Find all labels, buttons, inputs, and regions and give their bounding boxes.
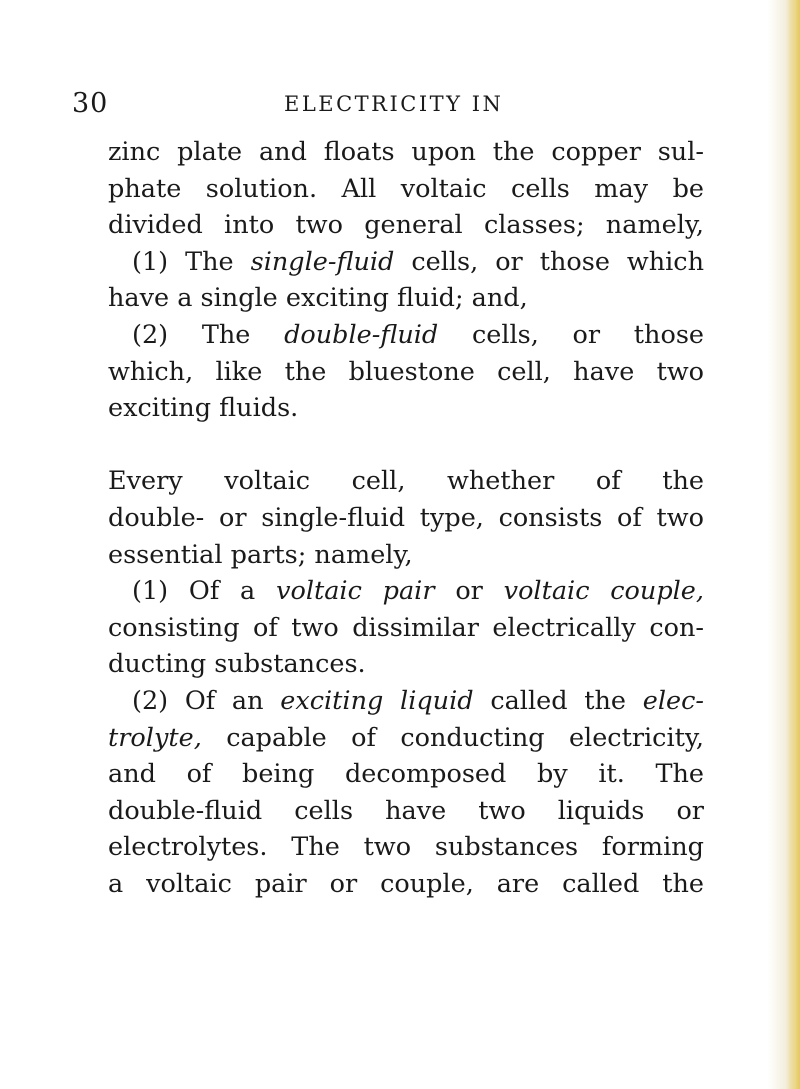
- text-run: called the: [473, 685, 643, 716]
- paragraph-1: [108, 134, 704, 427]
- text-line: double- or single-fluid type, consists of two: [108, 502, 704, 533]
- italic-term: double-fluid: [284, 319, 439, 350]
- italic-term: elec-: [642, 685, 704, 716]
- text-run: or: [434, 576, 504, 607]
- text-line: [108, 244, 704, 281]
- text-line: [108, 573, 704, 610]
- text-run: cells, or those which: [394, 246, 705, 277]
- text-run: (2) The: [132, 319, 285, 350]
- text-line: and of being decomposed by it. The: [108, 759, 704, 790]
- text-line: divided into two general classes; namely,: [108, 210, 704, 241]
- text-line: [108, 683, 704, 720]
- italic-term: exciting liquid: [280, 685, 474, 716]
- page-header: [72, 88, 704, 122]
- text-run: (2) Of an: [132, 685, 281, 716]
- page-edge: [786, 0, 800, 1089]
- text-line: have a single exciting fluid; and,: [108, 283, 528, 314]
- text-line: which, like the bluestone cell, have two: [108, 356, 704, 387]
- text-run: (1) Of a: [132, 576, 277, 607]
- running-head: ELECTRICITY IN: [284, 92, 504, 116]
- text-line: consisting of two dissimilar electrically con-: [108, 612, 704, 643]
- body-text: [108, 134, 704, 902]
- text-run: capable of conducting electricity,: [201, 722, 704, 753]
- text-line: a voltaic pair or couple, are called the: [108, 868, 704, 899]
- text-line: double-fluid cells have two liquids or: [108, 795, 704, 826]
- text-line: essential parts; namely,: [108, 539, 413, 570]
- text-line: Every voltaic cell, whether of the: [108, 466, 704, 497]
- italic-term: voltaic pair: [276, 576, 435, 607]
- text-run: (1) The: [132, 246, 251, 277]
- italic-term: voltaic couple,: [503, 576, 705, 607]
- paragraph-gap: [108, 427, 704, 464]
- text-line: electrolytes. The two substances forming: [108, 832, 704, 863]
- paragraph-2: [108, 463, 704, 902]
- text-line: exciting fluids.: [108, 393, 299, 424]
- text-line: zinc plate and floats upon the copper sul-: [108, 137, 704, 167]
- italic-term: single-fluid: [250, 246, 395, 277]
- italic-term: trolyte,: [108, 722, 202, 753]
- text-line: phate solution. All voltaic cells may be: [108, 173, 704, 204]
- text-run: cells, or those: [438, 319, 704, 350]
- text-line: [108, 317, 704, 354]
- text-line: ducting substances.: [108, 649, 366, 680]
- page-number: 30: [72, 88, 109, 119]
- text-line: [108, 720, 704, 757]
